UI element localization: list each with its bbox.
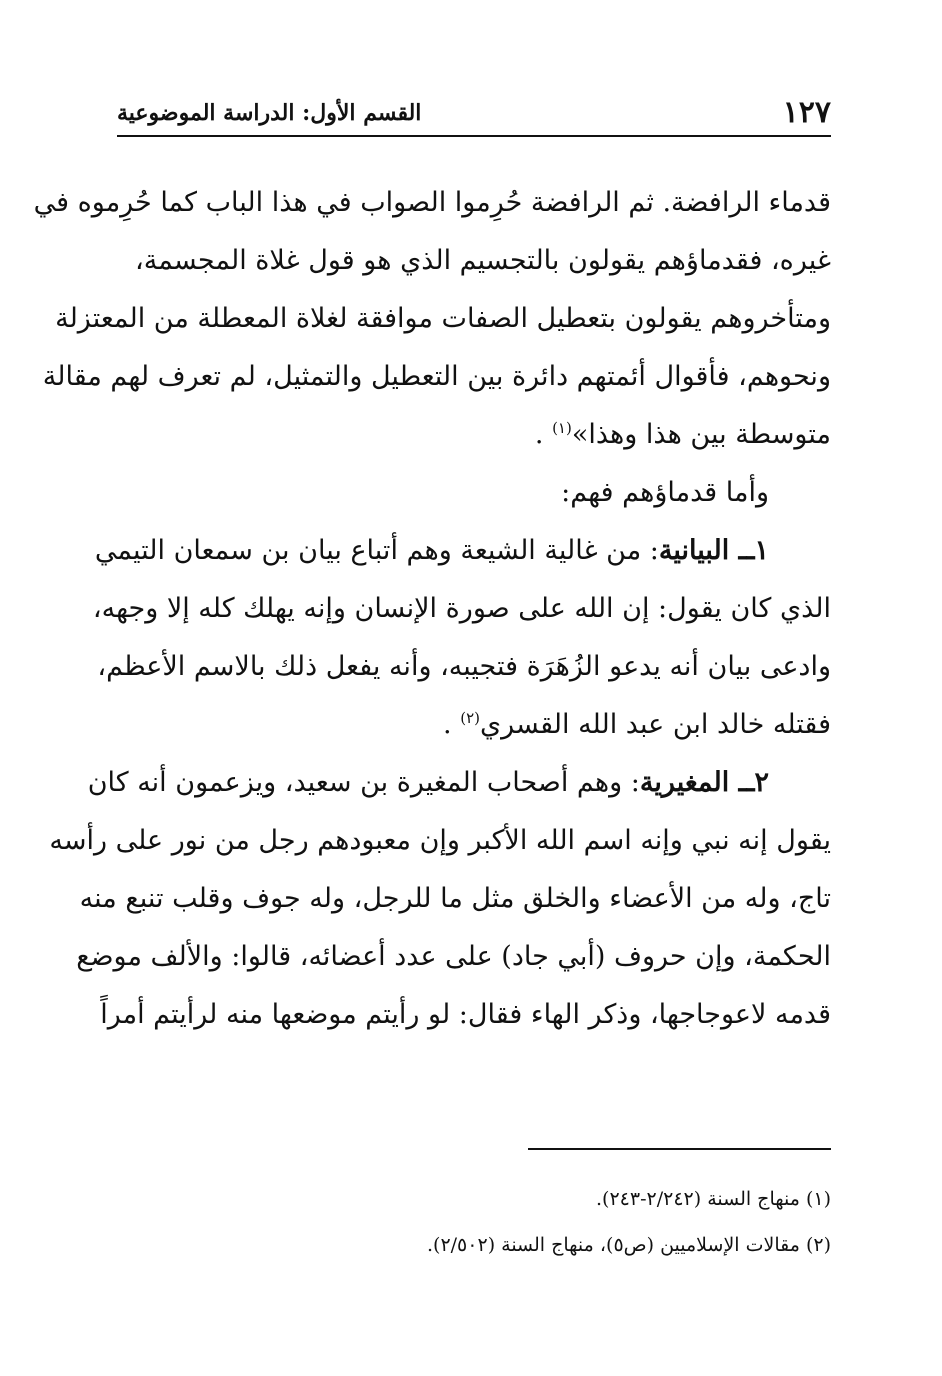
- footnote-reference: (١): [552, 419, 572, 437]
- footnote: (٢) مقالات الإسلاميين (ص٥)، منهاج السنة (٢/٥٠٢).: [427, 1234, 831, 1256]
- running-title: القسم الأول: الدراسة الموضوعية: [117, 100, 422, 126]
- footnote-reference: (٢): [460, 709, 480, 727]
- text-line: الذي كان يقول: إن الله على صورة الإنسان وإنه يهلك كله إلا وجهه،: [92, 593, 831, 624]
- text-line: وادعى بيان أنه يدعو الزُهَرَة فتجيبه، وأنه يفعل ذلك بالاسم الأعظم،: [97, 651, 831, 682]
- body-text: [33, 174, 831, 1044]
- page-header: [117, 93, 831, 133]
- text-line: تاج، وله من الأعضاء والخلق مثل ما للرجل، وله جوف وقلب تنبع منه: [79, 883, 831, 914]
- text-segment: : وهم أصحاب المغيرة بن سعيد، ويزعمون أنه كان: [87, 767, 640, 798]
- text-line: [87, 754, 831, 812]
- text-segment: : من غالية الشيعة وهم أتباع بيان بن سمعان التيمي: [94, 535, 659, 566]
- sect-term: ١ــ البيانية: [658, 535, 769, 566]
- text-segment: .: [443, 709, 452, 740]
- footnote: (١) منهاج السنة (٢/٢٤٢-٢٤٣).: [596, 1188, 831, 1210]
- text-line: [117, 696, 831, 754]
- text-line: قدماء الرافضة. ثم الرافضة حُرِموا الصواب في هذا الباب كما حُرِموه في: [33, 187, 831, 218]
- text-line: [117, 406, 831, 464]
- header-rule: [117, 135, 831, 137]
- text-line: ونحوهم، فأقوال أئمتهم دائرة بين التعطيل والتمثيل، لم تعرف لهم مقالة: [42, 361, 831, 392]
- text-segment: متوسطة بين هذا وهذا»: [571, 419, 831, 450]
- text-line: غيره، فقدماؤهم يقولون بالتجسيم الذي هو قول غلاة المجسمة،: [135, 245, 831, 276]
- footnotes: [117, 1176, 831, 1268]
- text-line: يقول إنه نبي وإنه اسم الله الأكبر وإن معبودهم رجل من نور على رأسه: [49, 825, 831, 856]
- sect-term: ٢ــ المغيرية: [639, 767, 769, 798]
- text-line: الحكمة، وإن حروف (أبي جاد) على عدد أعضائه، قالوا: والألف موضع: [76, 941, 831, 972]
- text-line: قدمه لاعوجاجها، وذكر الهاء فقال: لو رأيتم موضعها منه لرأيتم أمراً: [100, 999, 831, 1030]
- text-line: ومتأخروهم يقولون بتعطيل الصفات موافقة لغلاة المعطلة من المعتزلة: [55, 303, 831, 334]
- text-line: وأما قدماؤهم فهم:: [561, 477, 769, 508]
- text-segment: .: [534, 419, 544, 450]
- text-line: [94, 522, 831, 580]
- text-segment: فقتله خالد ابن عبد الله القسري: [480, 709, 831, 740]
- footnote-rule: [528, 1148, 831, 1150]
- page-number: ١٢٧: [782, 95, 831, 130]
